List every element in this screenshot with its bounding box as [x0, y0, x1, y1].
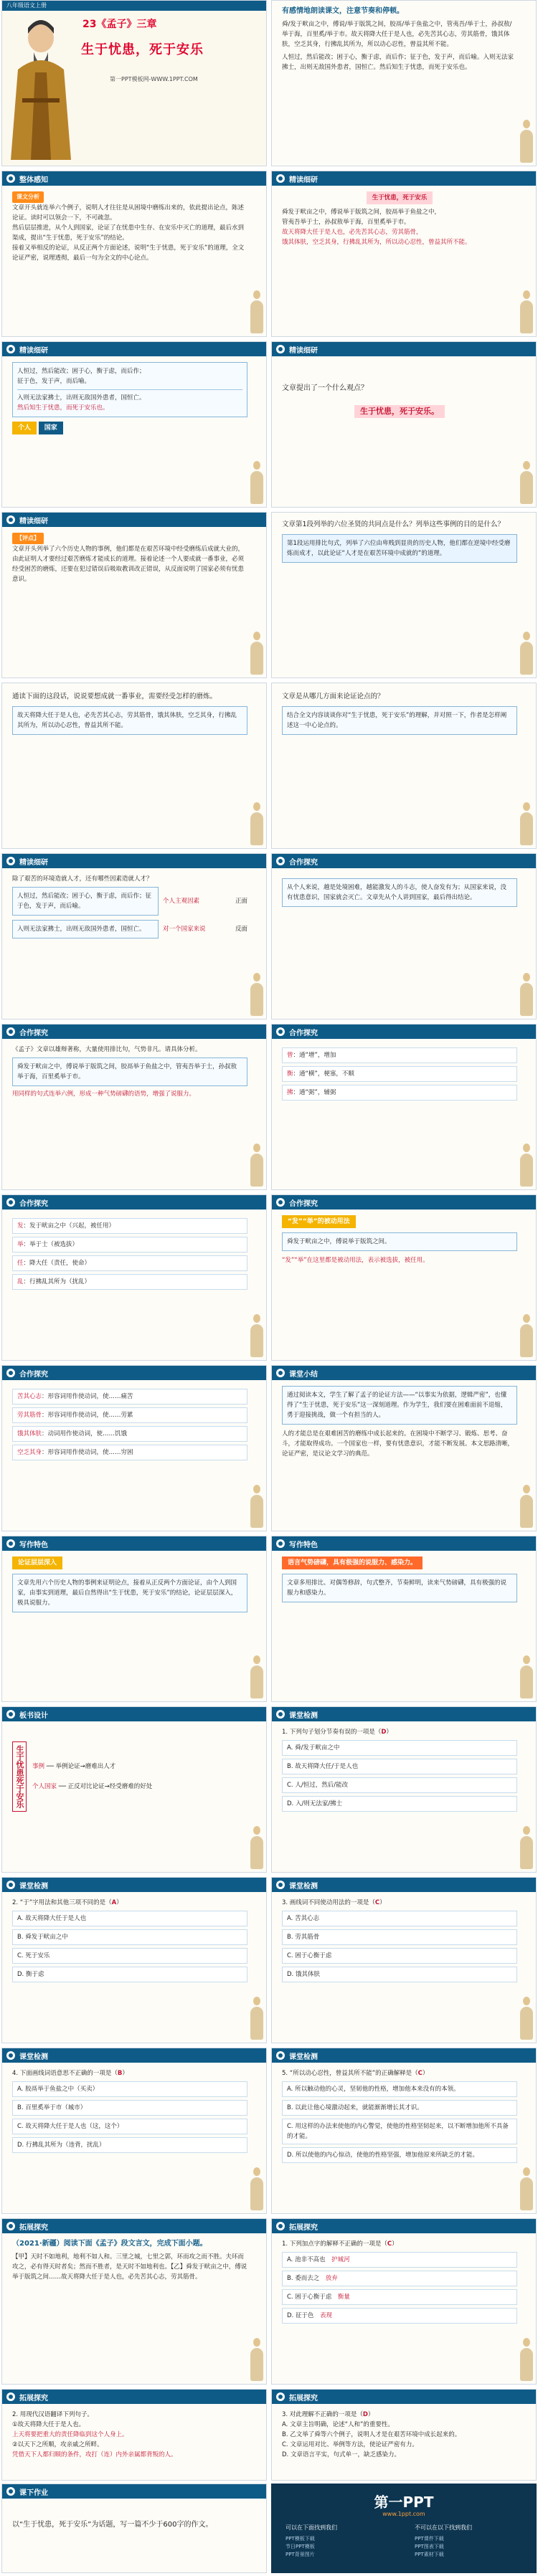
header-board: 板书设计 [2, 1707, 266, 1721]
figure-icon [250, 1485, 263, 1528]
s15-row: 空乏其身：形容词用作使动词，使……穷困 [12, 1445, 247, 1460]
s21-mid-text: 正反对比论证→经受磨难的好处 [67, 1783, 153, 1790]
s15-row: 饿其体肤：动词用作使动词，使……饥饿 [12, 1426, 247, 1442]
footer-link[interactable]: PPT背景图片 [285, 2552, 315, 2557]
s9b-body [282, 692, 517, 735]
s14-row: 任：降大任（责任，使命） [12, 1255, 247, 1271]
slide-expand-4: 拓展探究 3. 对此理解不正确的一项是（D） A. 文章主旨明确，论述“人和”的重要性。 B. 乙文举了舜等六个例子，说明人才是在艰苦环境中成长起来的。 C. 文章运用对比、举例等方法，使论证严密有力。 D. 文章语言平实，句式单一，缺乏感染力。 [271, 2389, 537, 2481]
footer-link[interactable]: PPT图表下载 [415, 2544, 444, 2549]
row-14 [0, 2218, 538, 2387]
s2-text: 舜/发于畎亩之中，傅说/举于版筑之间，胶鬲/举于鱼盐之中，管夷吾/举于士，孙叔敖/举于海，百里奚/举于市。故天将降大任于是人也，必先苦其心志，劳其筋骨，饿其体肤，空乏其身，行拂乱其所为，所以动心忍性，曾益其所不能。 [282, 21, 512, 48]
header-summary: 课堂小结 [272, 1366, 536, 1380]
slide-overview [1, 171, 267, 337]
s21-body: 生于忧患死于安乐 事例 ── 举例论证→磨难出人才 个人国家 ── 正反对比论证→经受磨难的好处 [12, 1727, 247, 1812]
s9-text: 故天将降大任于是人也，必先苦其心志，劳其筋骨，饿其体肤，空乏其身，行拂乱其所为，所以动心忍性，曾益其所不能。 [12, 706, 247, 735]
figure-icon [520, 1997, 533, 2040]
slide-expand-1 [1, 2218, 267, 2385]
s10-body [12, 874, 247, 938]
slide-reading-aloud [271, 0, 537, 166]
s21-top: 事例 [32, 1763, 45, 1770]
slide-reading-7 [271, 683, 537, 849]
s26-answer: C [417, 2070, 423, 2077]
s11-body [282, 874, 517, 907]
s30-answer: D [362, 2411, 368, 2418]
s6-tag: 【评点】 [12, 533, 44, 544]
s16-line: “发”“举”在这里都是被动用法，表示被选拔，被任用。 [282, 1257, 429, 1264]
s11-answer: 从个人来说，越是处境困难，越能激发人的斗志，使人奋发有为；从国家来说，没有忧患意识，国家就会灭亡。文章先从个人讲到国家，最后得出结论。 [282, 878, 517, 907]
s10-pos: 正面 [235, 898, 247, 905]
s4-line: 饿其体肤，空乏其身，行拂乱其所为，所以动心忍性，曾益其所不能。 [282, 239, 471, 246]
s23-body: 2. “于”字用法和其他三项不同的是（A） A. 故天将降大任于是人也 B. 舜发于畎亩之中 C. 死于安乐 D. 衡于虑 [12, 1898, 247, 1985]
s28-question: 1. 下列加点字的解释不正确的一项是 [282, 2240, 382, 2248]
s25-option[interactable]: D. 行拂乱其所为（违背，扰乱） [12, 2137, 247, 2153]
footer-logo: 第一PPT [374, 2494, 434, 2511]
slide-coop-2: 合作探究 《孟子》文章以雄辩著称，大量使用排比句，气势非凡。请具体分析。 舜发于畎亩之中，傅说举于版筑之间，胶鬲举于鱼盐之中，管夷吾举于士，孙叔敖举于海，百里奚举于市。 用同样的句式连举六例，形成一种气势磅礴的语势，增强了说服力。 [1, 1024, 267, 1190]
s5-note-a: 个人 [12, 422, 37, 434]
s16-body [282, 1215, 517, 1265]
s7-question: 文章提出了一个什么观点？ [282, 384, 368, 392]
slide-coop-1 [271, 853, 537, 1020]
s10-box-left2: 入则无法家拂士，出则无敌国外患者，国恒亡。 [12, 920, 159, 938]
s22-option[interactable]: D. 入/则无法家/拂士 [282, 1796, 517, 1812]
header-homework: 课下作业 [2, 2484, 266, 2499]
row-8 [0, 1194, 538, 1364]
footer-right-title: 不可以在以下找到我们 [415, 2524, 472, 2531]
s15-row: 劳其筋骨：形容词用作使动词，使……劳累 [12, 1407, 247, 1423]
s28-row: D. 征于色 表现 [282, 2308, 517, 2324]
s24-option[interactable]: A. 苦其心志 [282, 1911, 517, 1926]
s19-text: 文章先用六个历史人物的事例来证明论点，接着从正反两个方面论证，由个人到国家，由事实到道理，最后自然得出“生于忧患，死于安乐”的结论，论证层层深入，极具说服力。 [12, 1574, 247, 1612]
s16-line: 舜发于畎亩之中，傅说举于版筑之间。 [282, 1232, 517, 1251]
s12-question: 《孟子》文章以雄辩著称，大量使用排比句，气势非凡。请具体分析。 [12, 1046, 202, 1053]
row-15 [0, 2389, 538, 2576]
s12-a: 舜发于畎亩之中，傅说举于版筑之间，胶鬲举于鱼盐之中，管夷吾举于士，孙叔敖举于海，百里奚举于市。 [12, 1058, 247, 1086]
s13-body [282, 1045, 517, 1103]
s30-option[interactable]: B. 乙文举了舜等六个例子，说明人才是在艰苦环境中成长起来的。 [282, 2431, 461, 2438]
s5-box [12, 362, 247, 417]
s20-head: 语言气势磅礴，具有极强的说服力、感染力。 [282, 1556, 423, 1569]
figure-icon [250, 632, 263, 675]
figure-icon [250, 973, 263, 1016]
s25-question: 4. 下面画线词语意思不正确的一项是 [12, 2070, 112, 2077]
header-expand: 拓展探究 [2, 2219, 266, 2233]
s24-option[interactable]: B. 劳其筋骨 [282, 1929, 517, 1945]
s12-body [12, 1045, 247, 1099]
figure-icon [520, 973, 533, 1016]
s30-question: 3. 对此理解不正确的一项是 [282, 2411, 357, 2418]
s3-p2: 然后层层推进，从个人到国家，论证了在忧患中生存、在安乐中灭亡的道理，最后水到渠成，提出“生于忧患，死于安乐”的结论。 [12, 224, 245, 242]
s4-line: 舜发于畎亩之中，傅说举于版筑之间，胶鬲举于鱼盐之中， [282, 209, 441, 216]
row-3 [0, 341, 538, 510]
s8-answer: 第1段运用排比句式，列举了六位由卑贱到显贵的历史人物，他们都在逆境中经受磨炼而成才，以此论证“人才是在艰苦环境中成就的”的道理。 [282, 534, 517, 563]
slide-reading-8: 精读细研 除了艰苦的环境造就人才，还有哪些因素造就人才？ 人恒过，然后能改；困于心，衡于虑，而后作；征于色，发于声，而后喻。 个人主观因素 正面 入则无法家拂士，出则无敌国外患者，国恒亡。 对一个国家来说 反面 [1, 853, 267, 1020]
slide-writing-2: 写作特色 语言气势磅礴，具有极强的说服力、感染力。 文章多用排比、对偶等修辞，句式整齐，节奏鲜明，读来气势磅礴，具有极强的说服力和感染力。 [271, 1536, 537, 1702]
s18-text: 人的才能总是在艰难困苦的磨练中成长起来的。在困境中不断学习、锻炼、思考、奋斗，才能取得成功。一个国家也一样，要有忧患意识，才能不断发展。本文思路清晰，论证严密，是议论文学习的典范。 [282, 1430, 514, 1458]
figure-icon [250, 461, 263, 504]
s4-body [282, 191, 517, 247]
figure-icon [250, 1997, 263, 2040]
s23-option[interactable]: B. 舜发于畎亩之中 [12, 1929, 247, 1945]
s13-item: 拂：通“弼”，辅弼 [282, 1085, 517, 1101]
header-overview: 整体感知 [2, 171, 266, 186]
s30-body: 3. 对此理解不正确的一项是（D） A. 文章主旨明确，论述“人和”的重要性。 B. 乙文举了舜等六个例子，说明人才是在艰苦环境中成长起来的。 C. 文章运用对比、举例等方法，使论证严密有力。 D. 文章语言平实，句式单一，缺乏感染力。 [282, 2410, 517, 2460]
figure-icon [520, 1826, 533, 1869]
s10-box-right: 个人主观因素 [162, 898, 199, 905]
row-7 [0, 1024, 538, 1193]
figure-icon [520, 1655, 533, 1698]
bullet-icon [6, 174, 15, 183]
slide-check-4: 课堂检测 4. 下面画线词语意思不正确的一项是（B） A. 胶鬲举于鱼盐之中（买卖） B. 百里奚举于市（城市） C. 故天将降大任于是人也（这，这个） D. 行拂乱其所为（违背，扰乱） [1, 2048, 267, 2214]
s25-option[interactable]: A. 胶鬲举于鱼盐之中（买卖） [12, 2081, 247, 2097]
s9-question: 通读下面的这段话，说说要想成就一番事业，需要经受怎样的磨炼。 [12, 693, 217, 700]
s13-item: 衡：通“横”，梗塞，不顺 [282, 1066, 517, 1082]
figure-icon [250, 1144, 263, 1187]
s14-body [12, 1215, 247, 1293]
s25-body: 4. 下面画线词语意思不正确的一项是（B） A. 胶鬲举于鱼盐之中（买卖） B. 百里奚举于市（城市） C. 故天将降大任于是人也（这，这个） D. 行拂乱其所为（违背，扰乱） [12, 2068, 247, 2156]
s3-body [12, 191, 247, 263]
s26-option[interactable]: A. 所以触动他的心灵，坚韧他的性格，增加他本来没有的本领。 [282, 2081, 517, 2097]
figure-icon [520, 1485, 533, 1528]
s29-question: 2. 用现代汉语翻译下列句子。 [12, 2411, 93, 2418]
s19-body [12, 1556, 247, 1612]
lesson-title: 23《孟子》三章 [82, 19, 157, 30]
footer-links [285, 2535, 315, 2559]
s24-body: 3. 画线词不同使动用法的一项是（C） A. 苦其心志 B. 劳其筋骨 C. 困于心衡于虑 D. 饿其体肤 [282, 1898, 517, 1985]
s5-note-b: 国家 [39, 422, 63, 434]
s4-answer-head: 生于忧患，死于安乐 [367, 191, 433, 204]
s9-body [12, 692, 247, 735]
s5-l4: 然后知生于忧患，而死于安乐也。 [17, 404, 109, 412]
slide-summary [271, 1365, 537, 1531]
figure-icon [520, 1314, 533, 1357]
s4-question: 文章是从哪几方面来论证论点的？ [282, 693, 384, 700]
s22-question: 1. 下列句子划分节奏有误的一项是 [282, 1729, 375, 1736]
s23-answer: A [111, 1899, 117, 1906]
s26-option[interactable]: B. 以此让他心境激动起来，就能渐渐增长其才识。 [282, 2100, 517, 2116]
s10-question: 除了艰苦的环境造就人才，还有哪些因素造就人才？ [12, 875, 153, 883]
s31-text: 以“生于忧患，死于安乐”为话题，写一篇不少于600字的作文。 [12, 2521, 213, 2529]
title-topbar [2, 1, 266, 11]
s25-answer: B [117, 2070, 123, 2077]
s14-row: 发：发于畎亩之中（兴起，被任用） [12, 1218, 247, 1234]
row-5 [0, 683, 538, 852]
s27-head: （2021·新疆）阅读下面《孟子》段文言文，完成下面小题。 [12, 2240, 207, 2248]
s26-option[interactable]: D. 所以使他的内心惊动，使他的性格坚强，增加他原来所缺乏的才能。 [282, 2147, 517, 2163]
s24-option[interactable]: C. 困于心衡于虑 [282, 1948, 517, 1964]
figure-icon [250, 802, 263, 845]
s14-row: 举：举于士（被选拔） [12, 1237, 247, 1253]
s30-option[interactable]: D. 文章语言平实，句式单一，缺乏感染力。 [282, 2451, 400, 2458]
s19-head: 论证层层深入 [12, 1556, 62, 1569]
row-9 [0, 1365, 538, 1534]
s21-left: 生于忧患死于安乐 [12, 1741, 27, 1812]
s5-l3: 入则无法家拂士，出则无敌国外患者，国恒亡。 [17, 394, 146, 401]
s6-body [12, 533, 247, 584]
slide-reading-6 [1, 683, 267, 849]
footer-link[interactable]: 节日PPT模板 [285, 2544, 315, 2549]
slide-reading-1 [271, 171, 537, 337]
s26-question: 5. “所以动心忍性，曾益其所不能”的正确解释是 [282, 2070, 412, 2077]
header-check: 课堂检测 [272, 1707, 536, 1721]
s25-option[interactable]: B. 百里奚举于市（城市） [12, 2100, 247, 2116]
s24-question: 3. 画线词不同使动用法的一项是 [282, 1899, 369, 1906]
s30-option[interactable]: C. 文章运用对比、举例等方法，使论证严密有力。 [282, 2441, 418, 2448]
s11-question: 结合全文内容谈谈你对“生于忧患，死于安乐”的理解，并对照一下，作者是怎样阐述这一中心论点的。 [282, 706, 517, 735]
slide-coop-4: 合作探究 发：发于畎亩之中（兴起，被任用） 举：举于士（被选拔） 任：降大任（责任，使命） 乱：行拂乱其所为（扰乱） [1, 1194, 267, 1361]
row-1 [0, 0, 538, 169]
s23-option[interactable]: D. 衡于虑 [12, 1967, 247, 1982]
slide-expand-3: 拓展探究 2. 用现代汉语翻译下列句子。 ①故天将降大任于是人也。 上天将要把重大的责任降临到这个人身上。 ②以天下之所顺，攻亲戚之所畔。 凭借天下人都归顺的条件，攻打（连）内外亲属都背叛的人。 [1, 2389, 267, 2481]
footer-links-2 [415, 2535, 444, 2559]
row-11 [0, 1706, 538, 1876]
s5-body [12, 362, 247, 434]
s26-body: 5. “所以动心忍性，曾益其所不能”的正确解释是（C） A. 所以触动他的心灵，坚韧他的性格，增加他本来没有的本领。 B. 以此让他心境激动起来，就能渐渐增长其才识。 C. 用这样的办法来使他的内心警觉，使他的性格坚韧起来，以不断增加他所不具备的才能。 D. 所以使他的内心惊动，使他的性格坚强，增加他原来所缺乏的才能。 [282, 2068, 517, 2166]
slide-check-1 [271, 1706, 537, 1873]
slide-coop-5: 合作探究 “发”“举”的被动用法 舜发于畎亩之中，傅说举于版筑之间。 “发”“举”在这里都是被动用法，表示被选拔，被任用。 [271, 1194, 537, 1361]
slide-board [1, 1706, 267, 1873]
s4-line: 故天将降大任于是人也，必先苦其心志，劳其筋骨， [282, 229, 423, 236]
s26-option[interactable]: C. 用这样的办法来使他的内心警觉，使他的性格坚韧起来，以不断增加他所不具备的才能。 [282, 2119, 517, 2144]
s22-answer: D [381, 1729, 387, 1736]
figure-icon [520, 2167, 533, 2210]
s24-answer: C [374, 1899, 380, 1906]
s29-l1: ①故天将降大任于是人也。 [12, 2421, 85, 2428]
s29-a2: 凭借天下人都归顺的条件，攻打（连）内外亲属都背叛的人。 [12, 2451, 177, 2458]
row-4 [0, 512, 538, 681]
s15-body [12, 1386, 247, 1463]
s29-body [12, 2410, 247, 2460]
s20-body [282, 1556, 517, 1602]
slide-reading-3: 精读细研 文章提出了一个什么观点？ 生于忧患，死于安乐。 [271, 341, 537, 508]
slide-coop-3: 合作探究 曾：通“增”，增加 衡：通“横”，梗塞，不顺 拂：通“弼”，辅弼 [271, 1024, 537, 1190]
s10-box-left: 人恒过，然后能改；困于心，衡于虑，而后作；征于色，发于声，而后喻。 [12, 887, 159, 916]
header-reading: 精读细研 [272, 171, 536, 186]
s27-text: 【甲】天时不如地利，地利不如人和。三里之城，七里之郭，环而攻之而不胜。夫环而攻之，必有得天时者矣；然而不胜者，是天时不如地利也。【乙】舜发于畎亩之中，傅说举于版筑之间……故天将降大任于是人也，必先苦其心志，劳其筋骨。 [12, 2253, 247, 2281]
row-6 [0, 853, 538, 1022]
s28-answer: C [387, 2240, 392, 2248]
s21-top-text: 举例论证→磨难出人才 [55, 1763, 116, 1770]
confucius-portrait-icon [8, 12, 74, 163]
figure-icon [250, 1826, 263, 1869]
s27-body [12, 2239, 247, 2282]
s14-row: 乱：行拂乱其所为（扰乱） [12, 1274, 247, 1290]
s28-row: C. 困于心衡于虑 衡量 [282, 2289, 517, 2305]
s3-p3: 接着又举相反的论证，从反正两个方面论述，说明“生于忧患，死于安乐”的道理，全文论证严密，说理透彻，最后一句为全文的中心论点。 [12, 244, 245, 262]
footer-link[interactable]: PPT素材下载 [415, 2552, 444, 2557]
slide-reading-4: 精读细研 【评点】 文章开头列举了六个历史人物的事例，他们都是在艰苦环境中经受磨练后成就大业的，由此证明人才要经过艰苦磨炼才能成长的道理。接着论述一个人要成就一番事业，必须经受困苦的磨炼，还要在犯过错误后吸取教训改正错误，从反面说明了国家必须有忧患意识。 [1, 512, 267, 678]
s29-l2: ②以天下之所顺，攻亲戚之所畔。 [12, 2441, 103, 2448]
s23-option[interactable]: C. 死于安乐 [12, 1948, 247, 1964]
header-writing: 写作特色 [2, 1536, 266, 1551]
s3-tag: 课文分析 [12, 191, 44, 203]
s8-question: 文章第1段列举的六位圣贤的共同点是什么？列举这些事例的目的是什么？ [282, 521, 505, 528]
s5-l1: 人恒过，然后能改；困于心，衡于虑，而后作； [17, 368, 146, 375]
slide-reading-2: 精读细研 人恒过，然后能改；困于心，衡于虑，而后作； 征于色，发于声，而后喻。 入则无法家拂士，出则无敌国外患者，国恒亡。 然后知生于忧患，而死于安乐也。 个人 国家 [1, 341, 267, 508]
figure-icon [520, 802, 533, 845]
s3-p1: 文章开头就连举六个例子，说明人才往往是从困境中磨练出来的，依此提出论点，陈述论证。读时可以领会一下，不可疏忽。 [12, 204, 245, 222]
s22-option[interactable]: B. 故天将降大任/于是人也 [282, 1759, 517, 1774]
slide-homework [1, 2484, 267, 2573]
slide-expand-2: 拓展探究 1. 下列加点字的解释不正确的一项是（C） A. 池非不高也 护城河 B. 委而去之 放弃 C. 困于心衡于虑 衡量 D. 征于色 表现 [271, 2218, 537, 2385]
row-12 [0, 1877, 538, 2046]
s24-option[interactable]: D. 饿其体肤 [282, 1967, 517, 1982]
s28-row: A. 池非不高也 护城河 [282, 2252, 517, 2268]
s25-option[interactable]: C. 故天将降大任于是人也（这，这个） [12, 2119, 247, 2134]
row-10 [0, 1536, 538, 1705]
slide-reading-5 [271, 512, 537, 678]
figure-icon [250, 2338, 263, 2381]
s10-box-right2: 对一个国家来说 [162, 926, 206, 933]
s2-text2: 人恒过，然后能改；困于心，衡于虑，而后作；征于色，发于声，而后喻。入则无法家拂士，出则无敌国外患者，国恒亡。然后知生于忧患，而死于安乐也。 [282, 54, 514, 71]
s16-head: “发”“举”的被动用法 [282, 1215, 356, 1228]
s23-question: 2. “于”字用法和其他三项不同的是 [12, 1899, 106, 1906]
s12-b: 用同样的句式连举六例，形成一种气势磅礴的语势，增强了说服力。 [12, 1090, 196, 1098]
header-cooperation: 合作探究 [272, 854, 536, 868]
figure-icon [250, 2167, 263, 2210]
s20-text: 文章多用排比、对偶等修辞，句式整齐，节奏鲜明，读来气势磅礴，具有极强的说服力和感染力。 [282, 1574, 517, 1602]
s2-body [282, 6, 517, 72]
s4-line: 管夷吾举于士，孙叔敖举于海，百里奚举于市。 [282, 219, 410, 226]
s28-row: B. 委而去之 放弃 [282, 2271, 517, 2286]
grade-tag: 八年级语文上册 [6, 2, 47, 9]
figure-icon [520, 632, 533, 675]
s21-mid: 个人国家 [32, 1783, 57, 1790]
s13-item: 曾：通“增”，增加 [282, 1047, 517, 1063]
figure-icon [250, 290, 263, 333]
footer-site[interactable]: www.1ppt.com [382, 2511, 425, 2517]
figure-icon [520, 461, 533, 504]
s28-body: 1. 下列加点字的解释不正确的一项是（C） A. 池非不高也 护城河 B. 委而去之 放弃 C. 困于心衡于虑 衡量 D. 征于色 表现 [282, 2239, 517, 2327]
footer-link[interactable]: PPT课件下载 [415, 2536, 444, 2542]
s6-text: 文章开头列举了六个历史人物的事例，他们都是在艰苦环境中经受磨练后成就大业的，由此证明人才要经过艰苦磨炼才能成长的道理。接着论述一个人要成就一番事业，必须经受困苦的磨炼，还要在犯过错误后吸取教训改正错误，从反面说明了国家必须有忧患意识。 [12, 546, 245, 583]
slide-check-5: 课堂检测 5. “所以动心忍性，曾益其所不能”的正确解释是（C） A. 所以触动他的心灵，坚韧他的性格，增加他本来没有的本领。 B. 以此让他心境激动起来，就能渐渐增长其才识。 C. 用这样的办法来使他的内心警觉，使他的性格坚韧起来，以不断增加他所不具备的才能。 D. 所以使他的内心惊动，使他的性格坚强，增加他原来所缺乏的才能。 [271, 2048, 537, 2214]
s7-answer: 生于忧患，死于安乐。 [354, 405, 445, 418]
s7-body [282, 362, 517, 418]
slide-check-3: 课堂检测 3. 画线词不同使动用法的一项是（C） A. 苦其心志 B. 劳其筋骨 C. 困于心衡于虑 D. 饿其体肤 [271, 1877, 537, 2043]
slide-check-2: 课堂检测 2. “于”字用法和其他三项不同的是（A） A. 故天将降大任于是人也 B. 舜发于畎亩之中 C. 死于安乐 D. 衡于虑 [1, 1877, 267, 2043]
footer-left-title: 可以在下面找到我们 [285, 2524, 337, 2531]
s5-l2: 征于色，发于声，而后喻。 [17, 378, 91, 385]
slide-footer [271, 2484, 537, 2573]
footer-link[interactable]: PPT模板下载 [285, 2536, 315, 2542]
figure-icon [250, 1314, 263, 1357]
s17-body [282, 1386, 517, 1459]
row-13 [0, 2048, 538, 2217]
s22-option[interactable]: A. 舜/发于畎亩之中 [282, 1740, 517, 1756]
s23-option[interactable]: A. 故天将降大任于是人也 [12, 1911, 247, 1926]
figure-icon [520, 1144, 533, 1187]
figure-icon [520, 2338, 533, 2381]
slide-writing-1 [1, 1536, 267, 1702]
s2-intro: 有感情地朗读课文，注意节奏和停顿。 [282, 7, 404, 15]
title-slide [1, 0, 267, 166]
s10-neg: 反面 [235, 926, 247, 933]
s22-option[interactable]: C. 人/恒过，然后/能改 [282, 1777, 517, 1793]
s22-body: 1. 下列句子划分节奏有误的一项是（D） A. 舜/发于畎亩之中 B. 故天将降大任/于是人也 C. 人/恒过，然后/能改 D. 入/则无法家/拂士 [282, 1727, 517, 1815]
s17-text: 通过阅读本文，学生了解了孟子的论证方法——“以事实为依据，逻辑严密”，也懂得了“生于忧患，死于安乐”这一深刻道理。作为学生，我们要在困难面前不退缩，勇于迎接挑战，做一个有担当的人。 [282, 1386, 517, 1425]
main-title: 生于忧患，死于安乐 [81, 42, 204, 57]
s8-body [282, 520, 517, 563]
row-2 [0, 171, 538, 340]
figure-icon [250, 1655, 263, 1698]
slide-coop-6: 合作探究 苦其心志：形容词用作使动词，使……痛苦 劳其筋骨：形容词用作使动词，使……劳累 饿其体肤：动词用作使动词，使……饥饿 空乏其身：形容词用作使动词，使……穷困 [1, 1365, 267, 1531]
s29-a1: 上天将要把重大的责任降临到这个人身上。 [12, 2431, 128, 2438]
site-label: 第一PPT模板网-WWW.1PPT.COM [110, 76, 198, 82]
s15-row: 苦其心志：形容词用作使动词，使……痛苦 [12, 1389, 247, 1405]
figure-icon [520, 290, 533, 333]
figure-icon [520, 120, 533, 163]
s30-option[interactable]: A. 文章主旨明确，论述“人和”的重要性。 [282, 2421, 394, 2428]
